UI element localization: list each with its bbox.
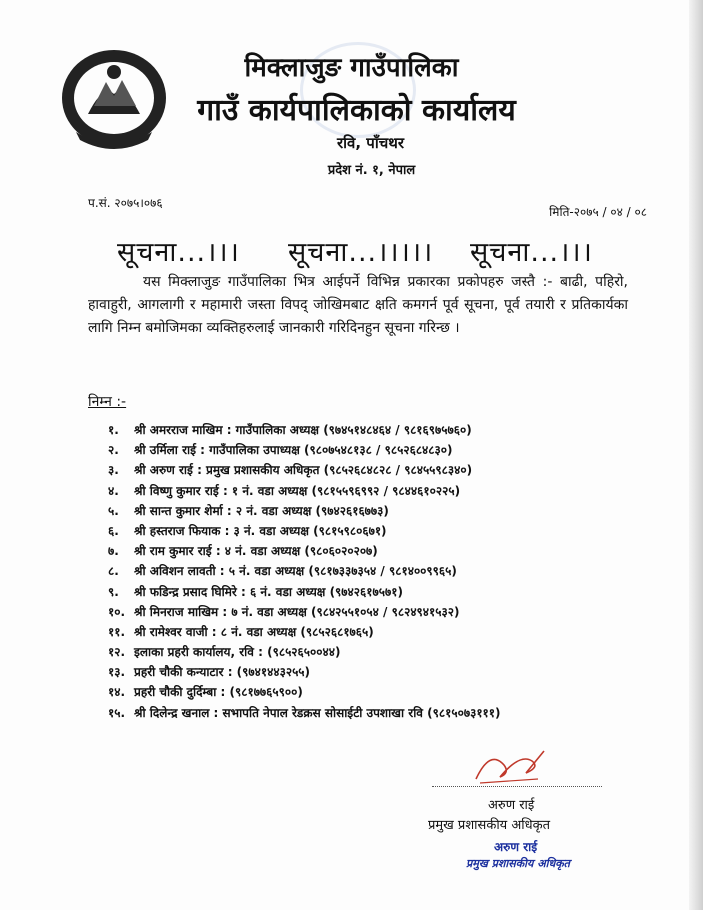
handwritten-signature xyxy=(470,743,550,791)
letter-date: मिति-२०७५ / ०४ / ०८ xyxy=(549,205,647,219)
item-text: प्रहरी चौकी कन्याटार : (९७४१४४३२५५) xyxy=(134,665,311,680)
item-text: श्री दिलेन्द्र खनाल : सभापति नेपाल रेडक्रस सोसाईटी उपशाखा रवि (९८१५०७३१११) xyxy=(134,705,501,720)
item-number: १४. xyxy=(108,685,126,700)
item-text: प्रहरी चौकी दुर्दिम्बा : (९८१७७६५९००) xyxy=(134,685,303,700)
item-number: ७. xyxy=(108,544,119,559)
municipality-name: मिक्लाजुङ गाउँपालिका xyxy=(244,53,459,83)
list-item xyxy=(108,440,628,460)
item-text: श्री हस्तराज फियाक : ३ नं. वडा अध्यक्ष (९८१५९८०६७१) xyxy=(134,523,387,538)
item-text: श्री रामेश्वर वाजी : ८ नं. वडा अध्यक्ष (९८५२६८१७६५) xyxy=(134,624,374,639)
contact-list xyxy=(108,420,628,723)
item-number: ८. xyxy=(108,564,119,579)
signatory-name: अरुण राई xyxy=(488,798,535,813)
reference-number: प.सं. २०७५।०७६ xyxy=(88,196,163,210)
item-number: १०. xyxy=(108,604,126,619)
item-text: श्री फडिन्द्र प्रसाद घिमिरे : ६ नं. वडा अध्यक्ष (९७४२६१७५७१) xyxy=(134,584,403,599)
list-heading: निम्न :- xyxy=(88,394,127,410)
list-item xyxy=(108,642,628,662)
item-number: १. xyxy=(108,423,119,437)
item-number: १२. xyxy=(108,645,126,660)
list-item xyxy=(108,521,628,541)
list-item xyxy=(108,703,628,723)
item-number: ११. xyxy=(108,624,126,639)
item-text: श्री अरुण राई : प्रमुख प्रशासकीय अधिकृत (९८५२६८४८२८ / ९८४५५९८३४०) xyxy=(134,463,473,478)
notice-heading-2: सूचना...।।।।। xyxy=(288,237,434,268)
list-item xyxy=(108,481,628,501)
item-text: श्री अविशन लावती : ५ नं. वडा अध्यक्ष (९८१७३३७३५४ / ९८१४००९९६५) xyxy=(134,564,457,579)
item-text: श्री विष्णु कुमार राई : १ नं. वडा अध्यक्ष (९८१५५९६९९२ / ९८४४६१०२२५) xyxy=(134,483,461,498)
list-item xyxy=(108,501,628,521)
list-item xyxy=(108,662,628,682)
item-text: श्री मिनराज माखिम : ७ नं. वडा अध्यक्ष (९८४२५५१०५४ / ९८२४९४१५३२) xyxy=(134,604,460,619)
item-text: श्री उर्मिला राई : गाउँपालिका उपाध्यक्ष (९८०७५४८१३८ / ९८५२६८४८३०) xyxy=(134,443,453,458)
stamp-title: प्रमुख प्रशासकीय अधिकृत xyxy=(466,857,570,870)
item-number: ३. xyxy=(108,463,119,478)
list-item xyxy=(108,582,628,602)
item-text: इलाका प्रहरी कार्यालय, रवि : (९८५२६५००४४) xyxy=(134,645,341,660)
list-item xyxy=(108,561,628,581)
signatory-title: प्रमुख प्रशासकीय अधिकृत xyxy=(428,818,551,833)
list-item xyxy=(108,682,628,702)
signature-line xyxy=(432,786,602,787)
list-item xyxy=(108,622,628,642)
item-number: ९. xyxy=(108,584,119,599)
item-number: ६. xyxy=(108,523,119,538)
item-number: २. xyxy=(108,443,119,458)
notice-heading-1: सूचना...।।। xyxy=(117,237,240,268)
item-number: १५. xyxy=(108,705,126,720)
item-text: श्री सान्त कुमार शेर्मा : २ नं. वडा अध्यक्ष (९७४२६१६७७३) xyxy=(134,503,389,518)
office-location: रवि, पाँचथर xyxy=(337,134,404,152)
notice-body: यस मिक्लाजुङ गाउँपालिका भित्र आईपर्ने विभिन्न प्रकारका प्रकोपहरु जस्तै :- बाढी, पहिरो, हावाहुरी, आगलागी र महामारी जस्ता विपद् जोखिमबाट क्षति कमगर्न पूर्व सूचना, पूर्व तयारी र प्रतिकार्यका लागि निम्न बमोजिमका व्यक्तिहरुलाई जानकारी गरिदिनहुन सूचना गरिन्छ । xyxy=(88,274,628,336)
notice-heading-3: सूचना...।।। xyxy=(470,237,593,268)
item-text: श्री राम कुमार राई : ४ नं. वडा अध्यक्ष (९८०६०२०२०७) xyxy=(134,544,378,559)
list-item xyxy=(108,460,628,480)
item-text: श्री अमरराज माखिम : गाउँपालिका अध्यक्ष (९७४५१४८४६४ / ९८१६९७५७६०) xyxy=(134,423,472,437)
office-name: गाउँ कार्यपालिकाको कार्यालय xyxy=(197,93,516,128)
item-number: १३. xyxy=(108,665,126,680)
province-line: प्रदेश नं. १, नेपाल xyxy=(327,163,416,178)
list-item xyxy=(108,541,628,561)
list-item xyxy=(108,602,628,622)
list-item xyxy=(108,420,628,440)
stamp-name: अरुण राई xyxy=(494,840,538,854)
item-number: ४. xyxy=(108,483,119,498)
item-number: ५. xyxy=(108,503,119,518)
